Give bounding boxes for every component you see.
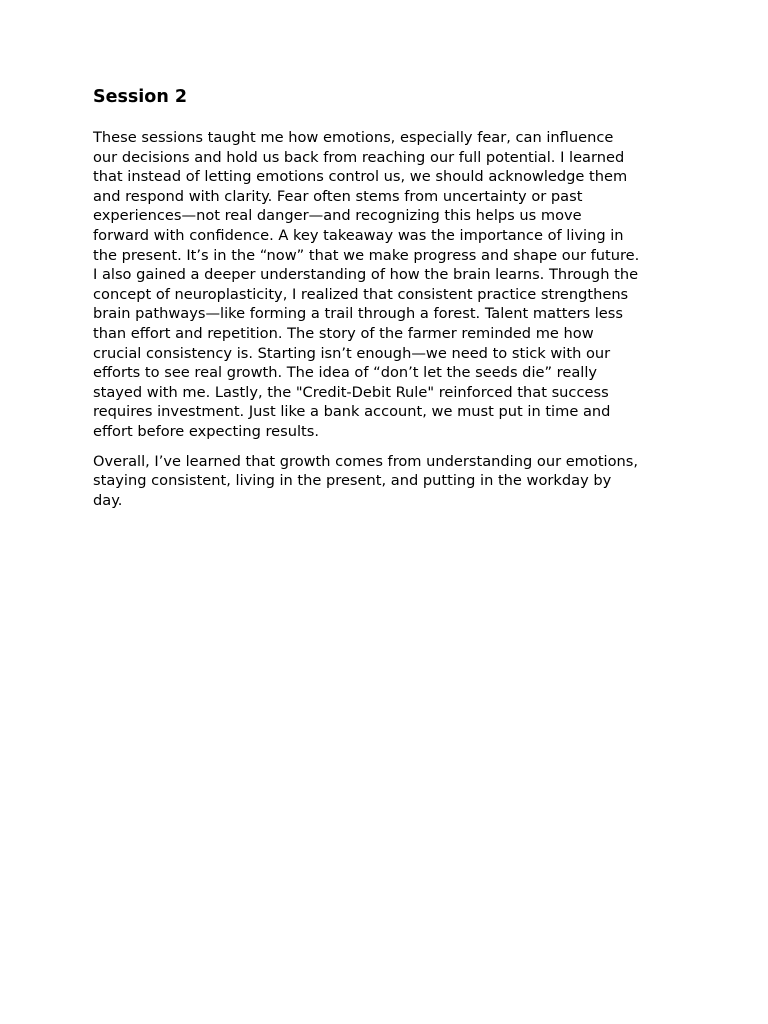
paragraph-line: I also gained a deeper understanding of how the brain learns. Through the xyxy=(93,266,639,284)
paragraph-line: These sessions taught me how emotions, especially fear, can influence xyxy=(93,129,614,146)
paragraph-line: staying consistent, living in the present, and putting in the workday by xyxy=(93,472,612,490)
paragraph-line: crucial consistency is. Starting isn’t enough—we need to stick with our xyxy=(93,344,611,362)
paragraph-line: that instead of letting emotions control us, we should acknowledge them xyxy=(93,168,628,186)
session-heading: Session 2 xyxy=(93,87,188,107)
paragraph-line: effort before expecting results. xyxy=(93,422,320,440)
document-page xyxy=(93,86,678,520)
paragraph-line: stayed with me. Lastly, the "Credit-Debit Rule" reinforced that success xyxy=(93,383,609,401)
paragraph-line: efforts to see real growth. The idea of “don’t let the seeds die” really xyxy=(93,364,598,382)
paragraph-line: our decisions and hold us back from reaching our full potential. I learned xyxy=(93,148,625,166)
paragraph-line: concept of neuroplasticity, I realized that consistent practice strengthens xyxy=(93,285,629,303)
paragraph-line: experiences—not real danger—and recognizing this helps us move xyxy=(93,207,582,225)
paragraph-line: requires investment. Just like a bank account, we must put in time and xyxy=(93,403,611,421)
paragraph-line: and respond with clarity. Fear often stems from uncertainty or past xyxy=(93,187,583,205)
paragraph-line: day. xyxy=(93,491,123,509)
paragraph-line: than effort and repetition. The story of the farmer reminded me how xyxy=(93,324,594,342)
paragraph-2 xyxy=(93,452,678,511)
paragraph-line: Overall, I’ve learned that growth comes from understanding our emotions, xyxy=(93,452,639,470)
paragraph-line: forward with confidence. A key takeaway was the importance of living in xyxy=(93,226,624,244)
paragraph-1 xyxy=(93,128,678,442)
paragraph-line: brain pathways—like forming a trail through a forest. Talent matters less xyxy=(93,305,623,323)
paragraph-line: the present. It’s in the “now” that we make progress and shape our future. xyxy=(93,246,640,264)
